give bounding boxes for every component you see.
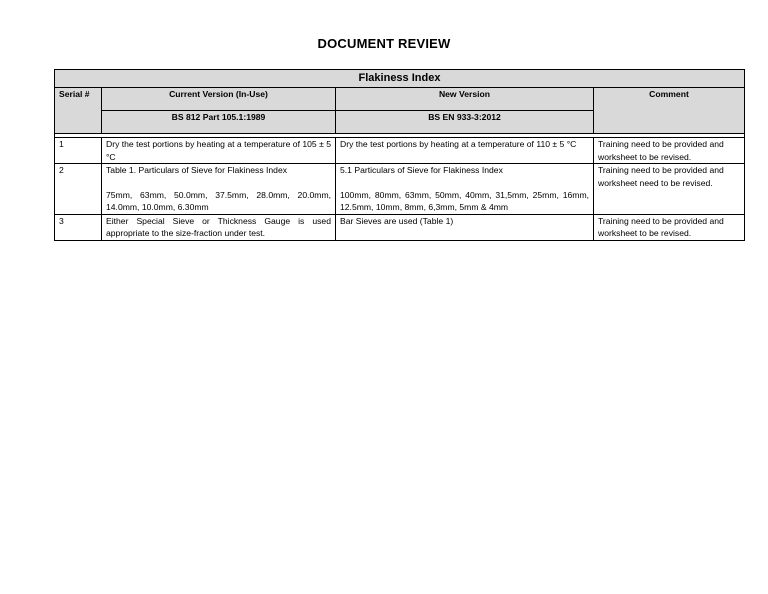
serial-cell: 3: [55, 214, 102, 240]
new-text: Bar Sieves are used (Table 1): [340, 215, 454, 226]
current-version-header: Current Version (In-Use): [102, 88, 336, 111]
new-sieve-sizes: 100mm, 80mm, 63mm, 50mm, 40mm, 31,5mm, 25mm, 16mm, 12.5mm, 10mm, 8mm, 6,3mm, 5mm & 4mm: [340, 189, 589, 212]
document-title: DOCUMENT REVIEW: [317, 36, 451, 51]
new-text: Dry the test portions by heating at a temperature of 110 ± 5 °C: [340, 139, 577, 149]
current-text: Either Special Sieve or Thickness Gauge is used appropriate to the size-fraction under test.: [106, 215, 331, 238]
serial-cell: 1: [55, 138, 102, 164]
table-row: [55, 164, 745, 215]
new-version-header: New Version: [336, 88, 594, 111]
serial-cell: 2: [55, 164, 102, 215]
new-version-cell: [336, 138, 594, 164]
new-text: 5.1 Particulars of Sieve for Flakiness Index: [340, 165, 503, 175]
new-version-cell: [336, 214, 594, 240]
document-review-table: [54, 69, 745, 241]
comment-cell: Training need to be provided and worksheet to be revised.: [594, 138, 745, 164]
current-version-cell: [102, 138, 336, 164]
comment-cell: Training need to be provided and worksheet need to be revised.: [594, 164, 745, 215]
current-text: Dry the test portions by heating at a temperature of 105 ± 5 °C: [106, 139, 331, 162]
current-text: Table 1. Particulars of Sieve for Flakiness Index: [106, 165, 288, 175]
section-title: Flakiness Index: [55, 70, 745, 88]
comment-cell: Training need to be provided and worksheet to be revised.: [594, 214, 745, 240]
table-row: [55, 214, 745, 240]
current-version-cell: [102, 164, 336, 215]
current-standard: BS 812 Part 105.1:1989: [102, 111, 336, 134]
paragraph-gap: [106, 177, 331, 189]
table-section-row: [55, 70, 745, 88]
serial-header: Serial #: [55, 88, 102, 134]
paragraph-gap: [340, 177, 589, 189]
table-header-row: [55, 88, 745, 111]
comment-header: Comment: [594, 88, 745, 134]
table-row: [55, 138, 745, 164]
current-sieve-sizes: 75mm, 63mm, 50.0mm, 37.5mm, 28.0mm, 20.0mm, 14.0mm, 10.0mm, 6.30mm: [106, 189, 331, 212]
current-version-cell: [102, 214, 336, 240]
new-version-cell: [336, 164, 594, 215]
new-standard: BS EN 933-3:2012: [336, 111, 594, 134]
